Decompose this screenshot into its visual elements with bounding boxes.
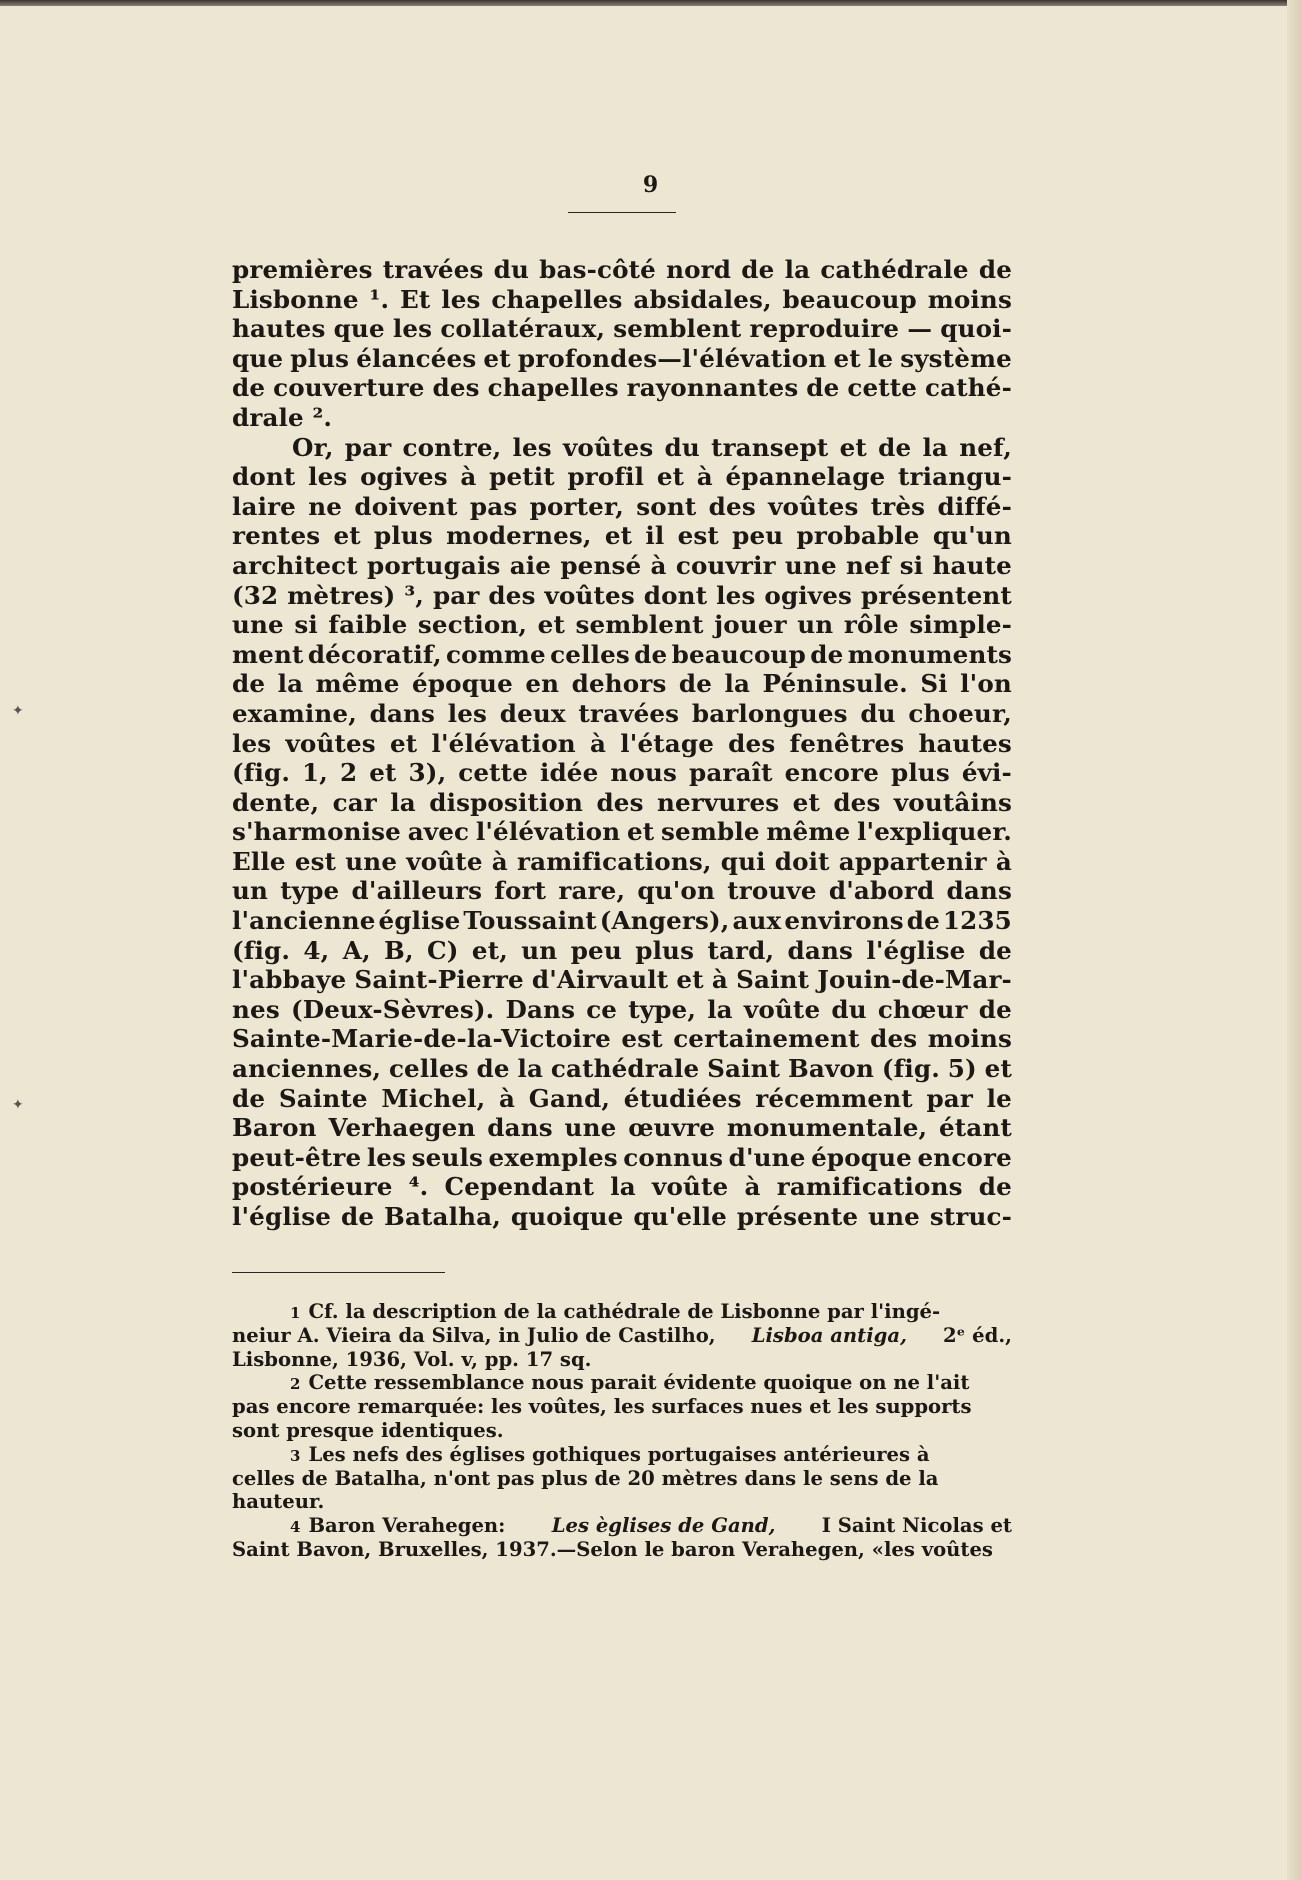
footnote-4-title: Les èglises de Gand, xyxy=(551,1514,776,1538)
footnote-1-title: Lisboa antiga, xyxy=(751,1323,907,1347)
body-line: rentes et plus modernes, et il est peu probable qu'un xyxy=(232,521,1012,551)
footnote-1-text: Cf. la description de la cathédrale de Lisbonne par l'ingé- xyxy=(308,1300,941,1323)
body-line: s'harmonise avec l'élévation et semble même l'expliquer. xyxy=(232,817,1012,847)
body-line: examine, dans les deux travées barlongues du choeur, xyxy=(232,698,1012,728)
footnote-2-number: 2 xyxy=(290,1375,301,1394)
footnote-3-line-3 xyxy=(232,1490,1012,1514)
body-line: de couverture des chapelles rayonnantes de cette cathé- xyxy=(232,373,1012,403)
body-line: Lisbonne ¹. Et les chapelles absidales, beaucoup moins xyxy=(232,284,1012,314)
body-line: un type d'ailleurs fort rare, qu'on trouve d'abord dans xyxy=(232,876,1012,906)
margin-mark: ✦ xyxy=(12,1097,24,1113)
footnote-2-line-1 xyxy=(232,1371,1012,1395)
body-line: Baron Verhaegen dans une œuvre monumentale, étant xyxy=(232,1113,1012,1143)
body-line: (fig. 1, 2 et 3), cette idée nous paraît encore plus évi- xyxy=(232,758,1012,788)
body-line: peut-être les seuls exemples connus d'une époque encore xyxy=(232,1142,1012,1172)
page-top-edge xyxy=(0,0,1301,6)
margin-mark: ✦ xyxy=(12,703,24,719)
footnote-1-text: Lisbonne, 1936, Vol. v, pp. 17 sq. xyxy=(232,1347,592,1371)
body-line: Elle est une voûte à ramifications, qui doit appartenir à xyxy=(232,846,1012,876)
body-line: architect portugais aie pensé à couvrir une nef si haute xyxy=(232,550,1012,580)
footnote-3-line-1 xyxy=(232,1443,1012,1467)
footnote-3-number: 3 xyxy=(290,1446,301,1465)
footnote-2-text: Cette ressemblance nous parait évidente quoique on ne l'ait xyxy=(308,1371,970,1395)
body-line: de la même époque en dehors de la Péninsule. Si l'on xyxy=(232,669,1012,699)
footnote-rule xyxy=(232,1272,445,1273)
body-line: laire ne doivent pas porter, sont des voûtes très diffé- xyxy=(232,491,1012,521)
footnote-1-line-3 xyxy=(232,1348,1012,1372)
footnote-4-text: I Saint Nicolas et xyxy=(821,1514,1012,1538)
footnote-4-line-1 xyxy=(232,1514,1012,1538)
footnotes xyxy=(232,1300,1012,1562)
body-line: l'abbaye Saint-Pierre d'Airvault et à Saint Jouin-de-Mar- xyxy=(232,965,1012,995)
footnote-2-line-3 xyxy=(232,1419,1012,1443)
page-number-rule xyxy=(568,212,676,213)
body-line: nes (Deux-Sèvres). Dans ce type, la voûte du chœur de xyxy=(232,994,1012,1024)
body-line: dente, car la disposition des nervures et des voutâins xyxy=(232,787,1012,817)
footnote-2-line-2 xyxy=(232,1395,1012,1419)
body-line: de Sainte Michel, à Gand, étudiées récemment par le xyxy=(232,1083,1012,1113)
page-right-edge xyxy=(1287,0,1301,1880)
body-line: anciennes, celles de la cathédrale Saint Bavon (fig. 5) et xyxy=(232,1054,1012,1084)
footnote-3-text: Les nefs des églises gothiques portugaises antérieures à xyxy=(308,1442,930,1466)
body-line: (fig. 4, A, B, C) et, un peu plus tard, dans l'église de xyxy=(232,935,1012,965)
footnote-4-text: Saint Bavon, Bruxelles, 1937.—Selon le baron Verahegen, «les voûtes xyxy=(232,1537,993,1561)
footnote-4-text: Baron Verahegen: xyxy=(308,1514,506,1538)
body-line: que plus élancées et profondes—l'élévation et le système xyxy=(232,343,1012,373)
footnote-3-text: hauteur. xyxy=(232,1490,325,1514)
body-line: une si faible section, et semblent jouer un rôle simple- xyxy=(232,610,1012,640)
footnote-1-line-2 xyxy=(232,1324,1012,1348)
body-line: postérieure ⁴. Cependant la voûte à ramifications de xyxy=(232,1172,1012,1202)
body-line: drale ². xyxy=(232,402,333,432)
body-line: premières travées du bas-côté nord de la cathédrale de xyxy=(232,255,1012,284)
footnote-1-text: 2ᵉ éd., xyxy=(943,1323,1012,1347)
footnote-4-number: 4 xyxy=(290,1518,301,1537)
body-line: hautes que les collatéraux, semblent reproduire — quoi- xyxy=(232,314,1012,344)
body-line: les voûtes et l'élévation à l'étage des fenêtres hautes xyxy=(232,728,1012,758)
body-line: dont les ogives à petit profil et à épannelage triangu- xyxy=(232,462,1012,492)
footnote-2-text: sont presque identiques. xyxy=(232,1418,504,1442)
footnote-1-text: neiur A. Vieira da Silva, in Julio de Castilho, xyxy=(232,1323,716,1347)
body-line: Or, par contre, les voûtes du transept et de la nef, xyxy=(292,432,1012,462)
body-text xyxy=(232,255,1012,1232)
footnote-4-line-2 xyxy=(232,1538,1012,1562)
footnote-1-line-1 xyxy=(232,1300,1012,1324)
body-line: l'église de Batalha, quoique qu'elle présente une struc- xyxy=(232,1202,1012,1231)
body-line: l'ancienne église Toussaint (Angers), aux environs de 1235 xyxy=(232,906,1012,936)
body-line: ment décoratif, comme celles de beaucoup de monuments xyxy=(232,639,1012,669)
body-line: (32 mètres) ³, par des voûtes dont les ogives présentent xyxy=(232,580,1012,610)
page-number: 9 xyxy=(642,172,659,198)
body-line: Sainte-Marie-de-la-Victoire est certainement des moins xyxy=(232,1024,1012,1054)
footnote-3-text: celles de Batalha, n'ont pas plus de 20 mètres dans le sens de la xyxy=(232,1466,939,1490)
footnote-2-text: pas encore remarquée: les voûtes, les surfaces nues et les supports xyxy=(232,1395,972,1419)
footnote-1-number: 1 xyxy=(290,1304,301,1322)
footnote-3-line-2 xyxy=(232,1467,1012,1491)
